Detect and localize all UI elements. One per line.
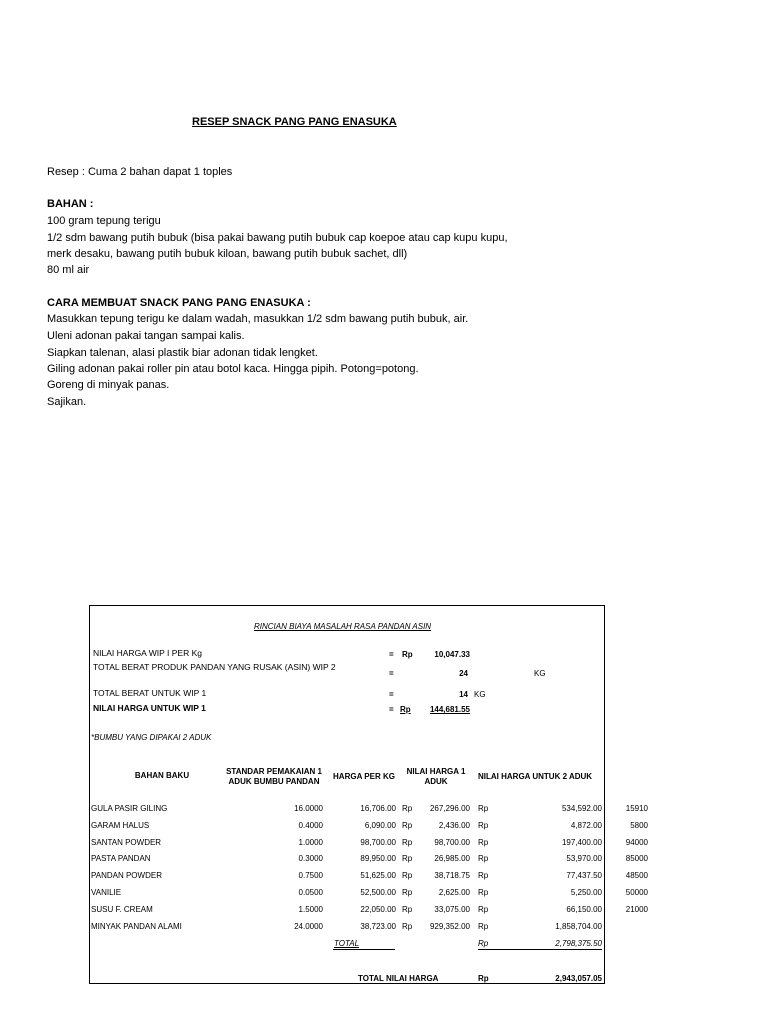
summary-label: NILAI HARGA WIP I PER Kg xyxy=(93,648,202,658)
cell-val2: 53,970.00 xyxy=(566,854,602,863)
cell-rp2: Rp xyxy=(478,838,489,847)
cell-price: 52,500.00 xyxy=(360,888,396,897)
cara-line: Goreng di minyak panas. xyxy=(47,379,170,391)
cell-rp1: Rp xyxy=(402,922,413,931)
summary-currency: Rp xyxy=(400,705,411,714)
summary-value: 10,047.33 xyxy=(434,650,470,659)
summary-eq: = xyxy=(389,650,394,659)
summary-label: TOTAL BERAT UNTUK WIP 1 xyxy=(93,688,207,698)
cell-rp1: Rp xyxy=(402,821,413,830)
cell-price: 16,706.00 xyxy=(360,804,396,813)
cell-std: 24.0000 xyxy=(294,922,323,931)
cell-rp2: Rp xyxy=(478,905,489,914)
cara-line: Giling adonan pakai roller pin atau botol kaca. Hingga pipih. Potong=potong. xyxy=(47,363,419,375)
cell-std: 16.0000 xyxy=(294,804,323,813)
header-bahan: BAHAN BAKU xyxy=(134,771,190,780)
cell-rp2: Rp xyxy=(478,804,489,813)
cell-price: 22,050.00 xyxy=(360,905,396,914)
cell-rp1: Rp xyxy=(402,871,413,880)
summary-value: 24 xyxy=(459,669,468,678)
cell-val2: 5,250.00 xyxy=(570,888,602,897)
cell-val2: 197,400.00 xyxy=(561,838,602,847)
cell-val1: 267,296.00 xyxy=(429,804,470,813)
bahan-line: merk desaku, bawang putih bubuk kiloan, bawang putih bubuk sachet, dll) xyxy=(47,248,408,260)
cell-name: SANTAN POWDER xyxy=(91,838,162,847)
bahan-line: 80 ml air xyxy=(47,264,90,276)
cell-extra: 85000 xyxy=(625,854,648,863)
cell-rp1: Rp xyxy=(402,905,413,914)
total-value-underline xyxy=(478,949,602,950)
cell-rp1: Rp xyxy=(402,888,413,897)
cell-val2: 1,858,704.00 xyxy=(555,922,602,931)
cell-name: GARAM HALUS xyxy=(91,821,150,830)
cell-val2: 534,592.00 xyxy=(561,804,602,813)
cell-price: 98,700.00 xyxy=(360,838,396,847)
summary-currency: Rp xyxy=(402,650,413,659)
cell-std: 0.4000 xyxy=(298,821,323,830)
cell-rp2: Rp xyxy=(478,854,489,863)
cell-rp2: Rp xyxy=(478,888,489,897)
cell-extra: 94000 xyxy=(625,838,648,847)
header-nilai1: NILAI HARGA 1 ADUK xyxy=(406,767,466,786)
cell-val2: 4,872.00 xyxy=(570,821,602,830)
cell-price: 38,723.00 xyxy=(360,922,396,931)
cell-val1: 2,625.00 xyxy=(438,888,470,897)
cell-name: PASTA PANDAN xyxy=(91,854,151,863)
cell-extra: 50000 xyxy=(625,888,648,897)
cell-name: GULA PASIR GILING xyxy=(91,804,168,813)
grand-total-label: TOTAL NILAI HARGA xyxy=(358,974,439,983)
summary-value: 14 xyxy=(459,690,468,699)
total-label: TOTAL xyxy=(334,939,360,948)
cell-std: 1.5000 xyxy=(298,905,323,914)
cara-line: Sajikan. xyxy=(47,396,87,408)
cell-rp2: Rp xyxy=(478,871,489,880)
cell-name: PANDAN POWDER xyxy=(91,871,162,880)
cell-val1: 929,352.00 xyxy=(429,922,470,931)
cell-val2: 66,150.00 xyxy=(566,905,602,914)
summary-label: NILAI HARGA UNTUK WIP 1 xyxy=(93,703,206,713)
cell-val1: 26,985.00 xyxy=(434,854,470,863)
cell-price: 6,090.00 xyxy=(364,821,396,830)
page-title: RESEP SNACK PANG PANG ENASUKA xyxy=(192,116,397,128)
cell-rp2: Rp xyxy=(478,922,489,931)
cell-price: 89,950.00 xyxy=(360,854,396,863)
cell-rp1: Rp xyxy=(402,854,413,863)
cara-line: Siapkan talenan, alasi plastik biar adonan tidak lengket. xyxy=(47,347,318,359)
cell-std: 0.3000 xyxy=(298,854,323,863)
cell-val1: 38,718.75 xyxy=(434,871,470,880)
summary-eq: = xyxy=(389,669,394,678)
cell-name: VANILIE xyxy=(91,888,122,897)
cara-heading: CARA MEMBUAT SNACK PANG PANG ENASUKA : xyxy=(47,297,311,309)
cost-table-title: RINCIAN BIAYA MASALAH RASA PANDAN ASIN xyxy=(254,622,432,631)
bahan-line: 100 gram tepung terigu xyxy=(47,215,161,227)
summary-eq: = xyxy=(389,705,394,714)
total-value: 2,798,375.50 xyxy=(555,939,602,948)
summary-unit: KG xyxy=(534,669,546,678)
cell-name: SUSU F. CREAM xyxy=(91,905,153,914)
cell-std: 0.7500 xyxy=(298,871,323,880)
total-currency: Rp xyxy=(478,939,489,948)
total-underline xyxy=(333,949,395,950)
cell-rp1: Rp xyxy=(402,838,413,847)
bahan-line: 1/2 sdm bawang putih bubuk (bisa pakai bawang putih bubuk cap koepoe atau cap kupu kupu, xyxy=(47,232,508,244)
cell-extra: 21000 xyxy=(625,905,648,914)
cell-std: 1.0000 xyxy=(298,838,323,847)
summary-label: TOTAL BERAT PRODUK PANDAN YANG RUSAK (ASIN) WIP 2 xyxy=(93,662,336,672)
cell-std: 0.0500 xyxy=(298,888,323,897)
recipe-intro: Resep : Cuma 2 bahan dapat 1 toples xyxy=(47,166,233,178)
cell-val1: 33,075.00 xyxy=(434,905,470,914)
summary-unit: KG xyxy=(474,690,486,699)
cell-rp1: Rp xyxy=(402,804,413,813)
cell-extra: 48500 xyxy=(625,871,648,880)
cell-val2: 77,437.50 xyxy=(566,871,602,880)
note: *BUMBU YANG DIPAKAI 2 ADUK xyxy=(91,733,212,742)
grand-total-currency: Rp xyxy=(478,974,489,983)
cara-line: Masukkan tepung terigu ke dalam wadah, masukkan 1/2 sdm bawang putih bubuk, air. xyxy=(47,313,469,325)
cara-line: Uleni adonan pakai tangan sampai kalis. xyxy=(47,330,245,342)
header-harga: HARGA PER KG xyxy=(333,772,395,781)
cell-rp2: Rp xyxy=(478,821,489,830)
header-nilai2: NILAI HARGA UNTUK 2 ADUK xyxy=(478,772,593,781)
grand-total-value: 2,943,057.05 xyxy=(555,974,602,983)
cell-extra: 5800 xyxy=(630,821,648,830)
cell-price: 51,625.00 xyxy=(360,871,396,880)
bahan-heading: BAHAN : xyxy=(47,198,94,210)
cell-extra: 15910 xyxy=(625,804,648,813)
cell-val1: 2,436.00 xyxy=(438,821,470,830)
cell-val1: 98,700.00 xyxy=(434,838,470,847)
cell-name: MINYAK PANDAN ALAMI xyxy=(91,922,182,931)
summary-value: 144,681.55 xyxy=(429,705,470,714)
summary-eq: = xyxy=(389,690,394,699)
header-standar: STANDAR PEMAKAIAN 1 ADUK BUMBU PANDAN xyxy=(226,767,322,786)
